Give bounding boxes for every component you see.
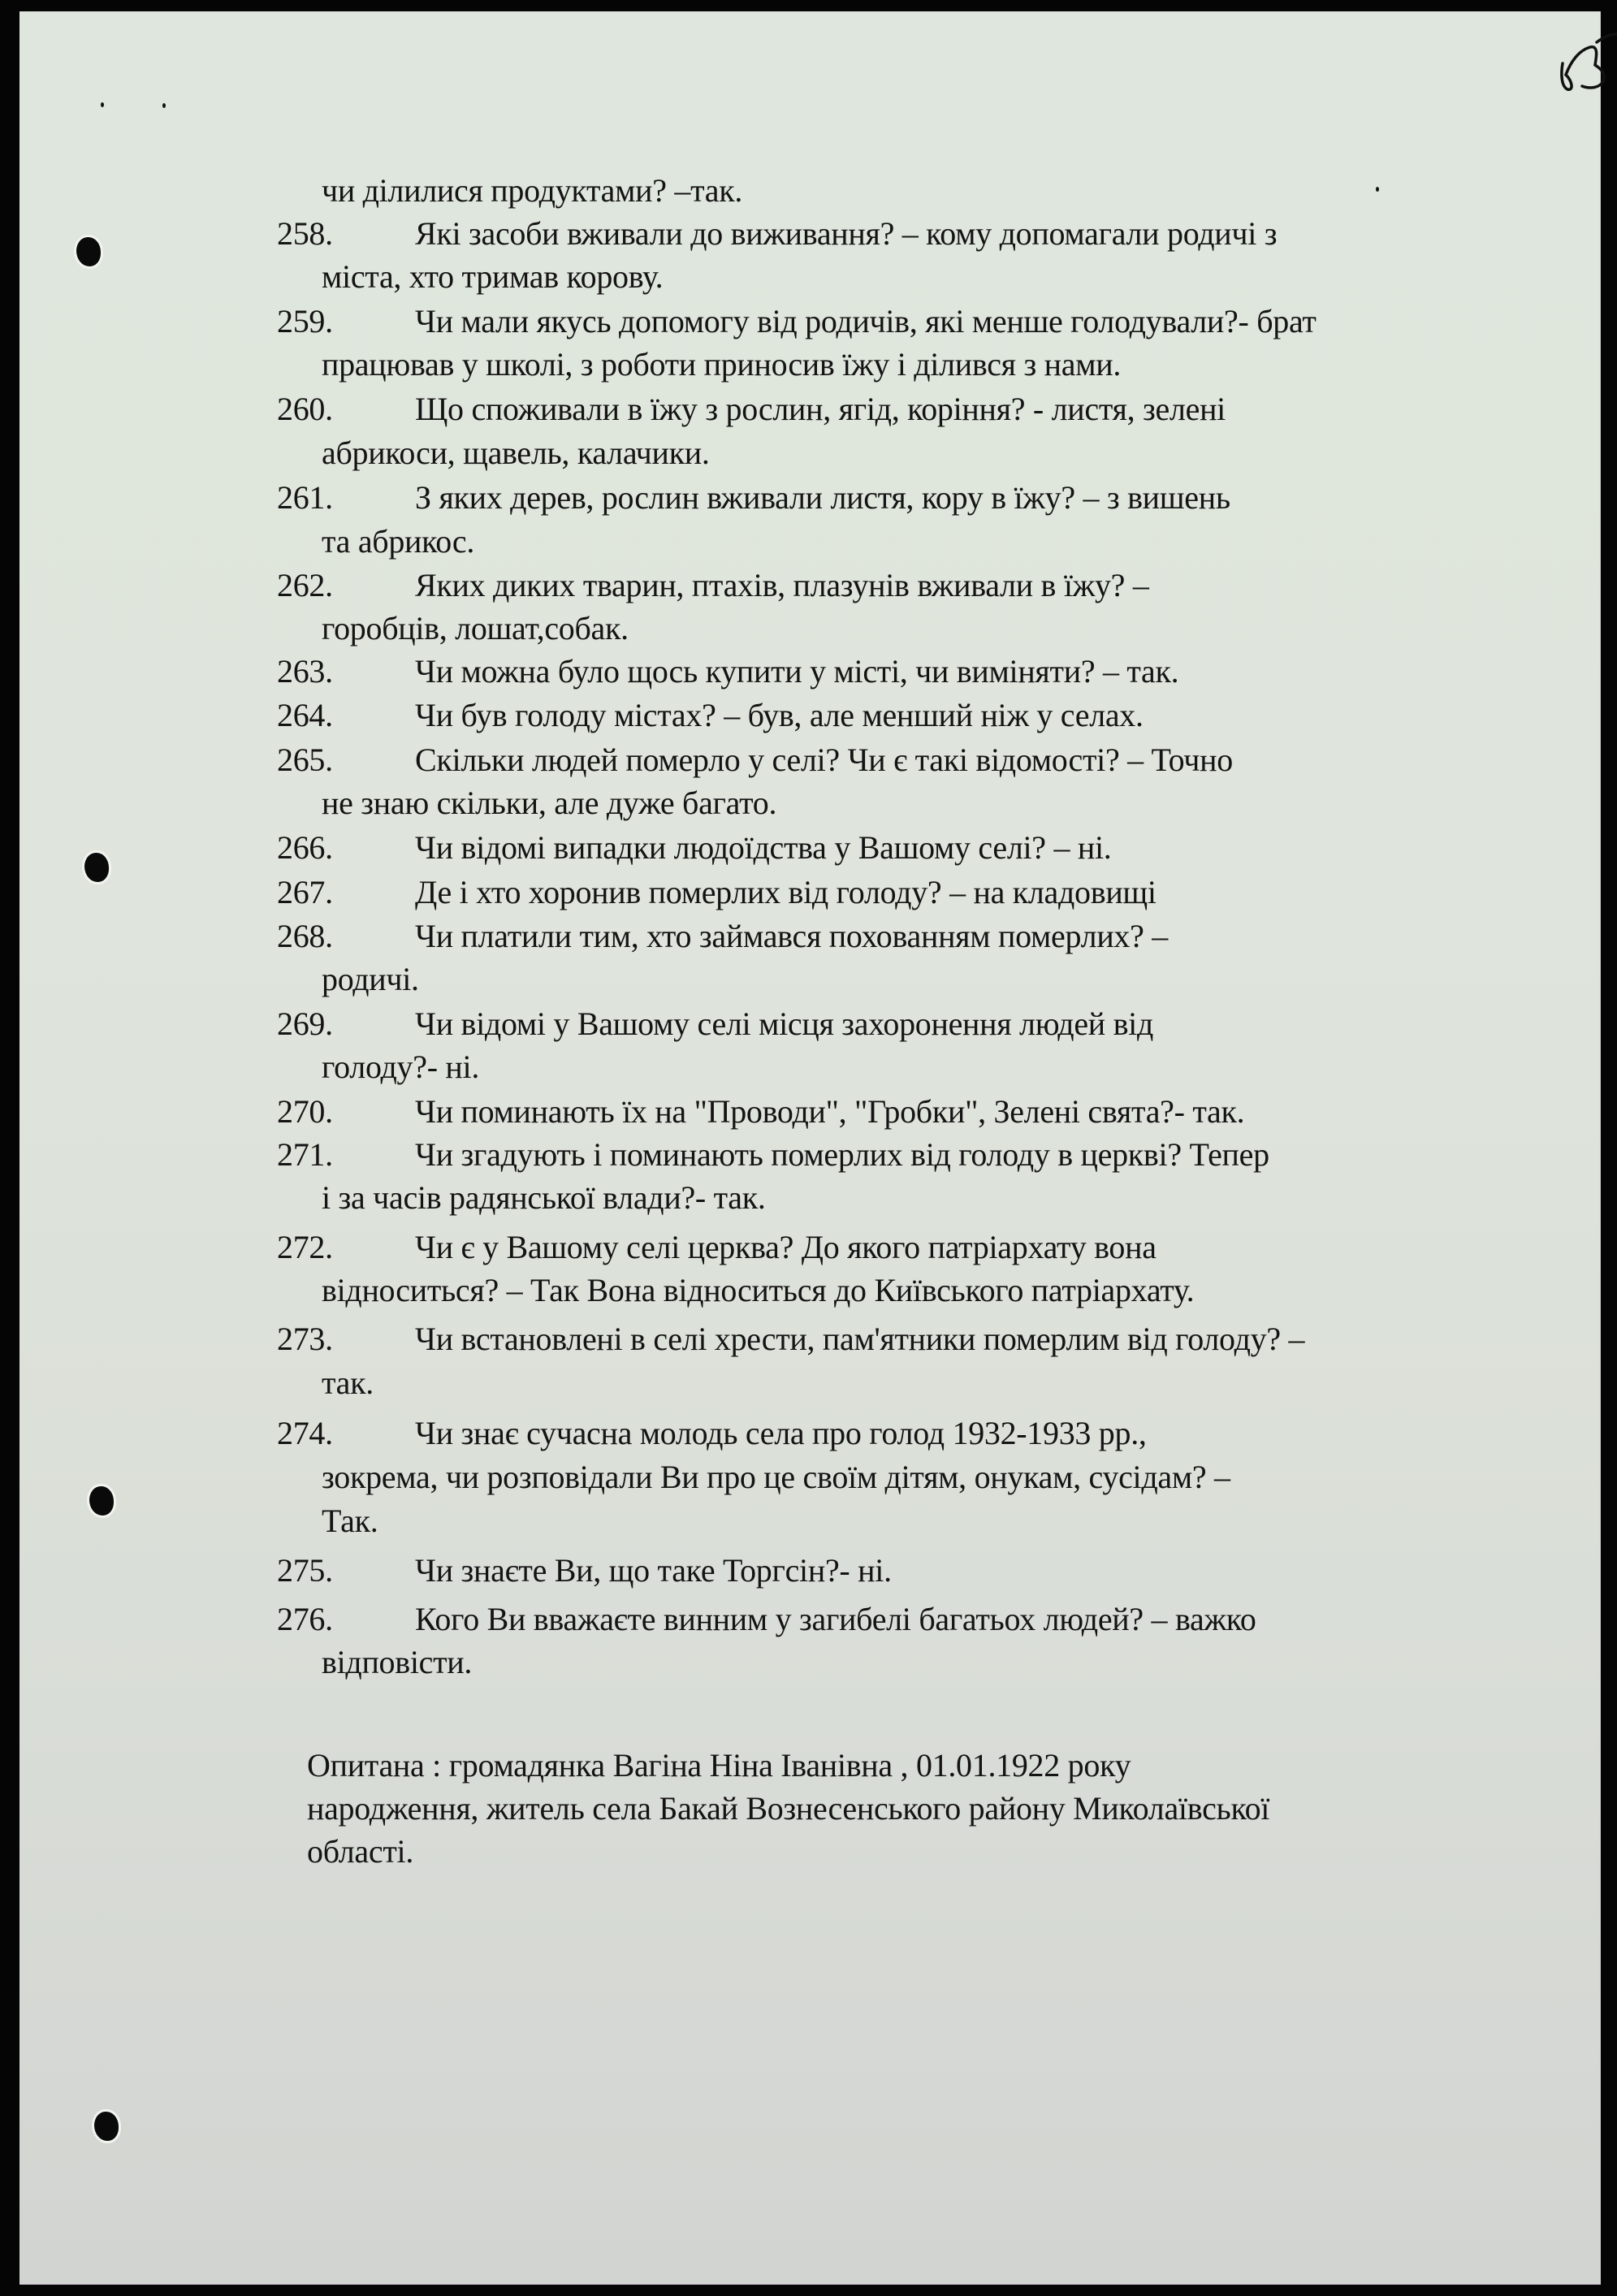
question-number: 260.: [277, 391, 333, 427]
question-number: 259.: [277, 303, 333, 339]
question-text: Що споживали в їжу з рослин, ягід, коріння? - листя, зелені: [415, 391, 1226, 427]
punch-hole: [89, 1486, 114, 1516]
question-item: [277, 1320, 1305, 1359]
question-text: Яких диких тварин, птахів, плазунів вживали в їжу? –: [415, 567, 1149, 603]
question-text: Чи відомі у Вашому селі місця захоронення людей від: [415, 1005, 1154, 1042]
question-item: [277, 1005, 1154, 1044]
question-text: Чи згадують і поминають померлих від голоду в церкві? Тепер: [415, 1136, 1269, 1173]
question-text: Чи відомі випадки людоїдства у Вашому селі? – ні.: [415, 829, 1112, 866]
question-continuation: родичі.: [322, 961, 419, 997]
question-item: [277, 214, 1278, 253]
question-item: [277, 828, 1112, 867]
question-number: 265.: [277, 742, 333, 778]
question-continuation: міста, хто тримав корову.: [322, 258, 664, 295]
question-continuation: відповісти.: [322, 1644, 473, 1680]
question-item: [277, 1135, 1269, 1174]
question-text: Чи можна було щось купити у місті, чи виміняти? – так.: [415, 653, 1179, 690]
question-number: 266.: [277, 829, 333, 866]
speck: [1376, 187, 1379, 192]
question-number: 275.: [277, 1552, 333, 1589]
question-text: Де і хто хоронив померлих від голоду? – на кладовищі: [415, 874, 1157, 910]
question-text: Чи поминають їх на "Проводи", "Гробки", Зелені свята?- так.: [415, 1093, 1245, 1130]
question-text: Чи знає сучасна молодь села про голод 1932-1933 рр.,: [415, 1415, 1147, 1451]
question-continuation: абрикоси, щавель, калачики.: [322, 435, 710, 471]
question-continuation: відноситься? – Так Вона відноситься до Київського патріархату.: [322, 1272, 1195, 1308]
question-text: З яких дерев, рослин вживали листя, кору в їжу? – з вишень: [415, 479, 1230, 516]
speck: [101, 102, 104, 107]
question-item: [277, 696, 1144, 735]
question-item: [277, 1414, 1147, 1453]
question-continuation: не знаю скільки, але дуже багато.: [322, 785, 777, 821]
respondent-line-1: Опитана : громадянка Вагіна Ніна Іванівна , 01.01.1922 року: [307, 1747, 1131, 1784]
question-continuation: і за часів радянської влади?- так.: [322, 1179, 766, 1216]
question-text: Чи знаєте Ви, що таке Торгсін?- ні.: [415, 1552, 892, 1589]
handwritten-page-number: [1528, 23, 1617, 96]
question-number: 269.: [277, 1005, 333, 1042]
question-text: Чи встановлені в селі хрести, пам'ятники померлим від голоду? –: [415, 1321, 1305, 1357]
question-item: [277, 302, 1317, 341]
question-text: Чи був голоду містах? – був, але менший ніж у селах.: [415, 697, 1144, 733]
question-number: 271.: [277, 1136, 333, 1173]
question-number: 263.: [277, 653, 333, 690]
punch-hole: [84, 853, 109, 882]
question-text: Чи платили тим, хто займався похованням померлих? –: [415, 918, 1168, 954]
intro-line: чи ділилися продуктами? –так.: [322, 172, 743, 209]
question-number: 272.: [277, 1229, 333, 1265]
punch-hole: [94, 2112, 119, 2141]
question-number: 261.: [277, 479, 333, 516]
question-continuation: зокрема, чи розповідали Ви про це своїм дітям, онукам, сусідам? –: [322, 1459, 1230, 1495]
question-continuation: Так.: [322, 1503, 378, 1539]
question-text: Кого Ви вважаєте винним у загибелі багатьох людей? – важко: [415, 1601, 1256, 1637]
respondent-line-2: народження, житель села Бакай Вознесенського району Миколаївської: [307, 1790, 1270, 1827]
question-number: 274.: [277, 1415, 333, 1451]
question-item: [277, 390, 1226, 429]
question-item: [277, 478, 1230, 517]
question-number: 264.: [277, 697, 333, 733]
question-number: 267.: [277, 874, 333, 910]
punch-hole: [76, 237, 101, 266]
question-item: [277, 1228, 1157, 1267]
question-continuation: та абрикос.: [322, 523, 475, 560]
question-number: 270.: [277, 1093, 333, 1130]
question-item: [277, 566, 1149, 605]
question-item: [277, 917, 1168, 956]
question-number: 262.: [277, 567, 333, 603]
question-item: [277, 1551, 892, 1590]
question-item: [277, 652, 1179, 691]
question-text: Чи є у Вашому селі церква? До якого патріархату вона: [415, 1229, 1157, 1265]
question-continuation: так.: [322, 1364, 374, 1401]
question-text: Чи мали якусь допомогу від родичів, які менше голодували?- брат: [415, 303, 1317, 339]
question-item: [277, 1092, 1245, 1131]
speck: [162, 103, 166, 108]
question-continuation: голоду?- ні.: [322, 1049, 480, 1085]
question-text: Які засоби вживали до виживання? – кому допомагали родичі з: [415, 215, 1278, 252]
question-number: 258.: [277, 215, 333, 252]
question-continuation: горобців, лошат,собак.: [322, 610, 629, 646]
respondent-line-3: області.: [307, 1833, 414, 1870]
question-number: 273.: [277, 1321, 333, 1357]
question-number: 268.: [277, 918, 333, 954]
question-item: [277, 741, 1233, 780]
question-item: [277, 873, 1157, 912]
question-item: [277, 1600, 1256, 1639]
question-continuation: працював у школі, з роботи приносив їжу і ділився з нами.: [322, 346, 1122, 383]
question-text: Скільки людей померло у селі? Чи є такі відомості? – Точно: [415, 742, 1233, 778]
question-number: 276.: [277, 1601, 333, 1637]
